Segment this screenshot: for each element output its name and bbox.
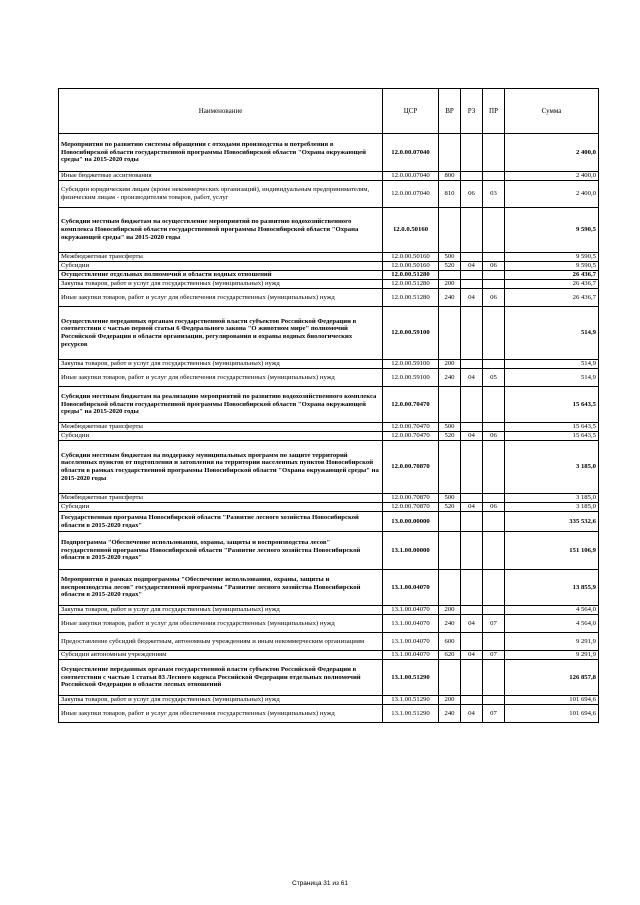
header-vr: ВР — [439, 89, 461, 134]
cell-sum: 9 291,9 — [505, 651, 599, 660]
table-row — [59, 369, 599, 387]
cell-sum: 13 855,9 — [505, 570, 599, 606]
cell-pr — [483, 532, 505, 570]
cell-rz — [461, 134, 483, 172]
cell-sum: 4 564,0 — [505, 606, 599, 615]
table-row — [59, 280, 599, 289]
cell-pr: 06 — [483, 432, 505, 441]
cell-vr: 500 — [439, 253, 461, 262]
cell-csr: 13.1.00.51290 — [383, 696, 439, 705]
cell-csr: 13.1.00.04070 — [383, 633, 439, 651]
cell-csr: 12.0.00.50160 — [383, 253, 439, 262]
cell-csr: 12.0.00.70470 — [383, 423, 439, 432]
cell-rz: 04 — [461, 503, 483, 512]
table-header-row — [59, 89, 599, 134]
cell-sum: 9 590,5 — [505, 262, 599, 271]
cell-pr: 07 — [483, 615, 505, 633]
cell-csr: 12.0.00.50160 — [383, 262, 439, 271]
cell-name: Иные закупки товаров, работ и услуг для обеспечения государственных (муниципальных) нужд — [59, 369, 383, 387]
cell-name: Государственная программа Новосибирской области "Развитие лесного хозяйства Новосибирской области в 2015-2020 годах" — [59, 512, 383, 532]
header-sum: Сумма — [505, 89, 599, 134]
cell-csr: 12.0.00.70870 — [383, 441, 439, 494]
table-row — [59, 432, 599, 441]
cell-pr — [483, 633, 505, 651]
cell-rz — [461, 441, 483, 494]
cell-csr: 13.1.00.00000 — [383, 532, 439, 570]
cell-sum: 26 436,7 — [505, 271, 599, 280]
cell-vr: 620 — [439, 651, 461, 660]
table-row — [59, 606, 599, 615]
table-row — [59, 503, 599, 512]
table-row — [59, 423, 599, 432]
cell-rz: 04 — [461, 289, 483, 307]
cell-pr: 06 — [483, 289, 505, 307]
cell-rz — [461, 633, 483, 651]
cell-pr — [483, 172, 505, 181]
cell-name: Субсидии — [59, 503, 383, 512]
cell-name: Субсидии местным бюджетам на осуществление мероприятий по развитию водохозяйственного комплекса Новосибирской области государственной программы Новосибирской области "Охрана окружающей среды" на 2015-2020 годы — [59, 208, 383, 253]
cell-rz — [461, 532, 483, 570]
cell-pr: 06 — [483, 503, 505, 512]
header-csr: ЦСР — [383, 89, 439, 134]
cell-vr — [439, 387, 461, 423]
cell-name: Закупка товаров, работ и услуг для государственных (муниципальных) нужд — [59, 696, 383, 705]
cell-pr — [483, 134, 505, 172]
cell-pr — [483, 253, 505, 262]
cell-name: Межбюджетные трансферты — [59, 494, 383, 503]
cell-vr: 240 — [439, 615, 461, 633]
cell-rz — [461, 360, 483, 369]
cell-sum: 15 643,5 — [505, 387, 599, 423]
table-row — [59, 253, 599, 262]
cell-name: Иные закупки товаров, работ и услуг для обеспечения государственных (муниципальных) нужд — [59, 615, 383, 633]
cell-sum: 3 185,0 — [505, 494, 599, 503]
cell-vr: 800 — [439, 172, 461, 181]
cell-csr: 12.0.00.51280 — [383, 289, 439, 307]
cell-vr — [439, 134, 461, 172]
header-pr: ПР — [483, 89, 505, 134]
cell-csr: 13.1.00.04070 — [383, 615, 439, 633]
table-row — [59, 208, 599, 253]
cell-csr: 12.0.0.50160 — [383, 208, 439, 253]
table-row — [59, 705, 599, 723]
cell-name: Мероприятия в рамках подпрограммы "Обеспечение использования, охраны, защиты и воспроизводства лесов" государственной программы "Развитие лесного хозяйства Новосибирской области в 2015-2020 годах" — [59, 570, 383, 606]
table-row — [59, 651, 599, 660]
cell-name: Закупка товаров, работ и услуг для государственных (муниципальных) нужд — [59, 280, 383, 289]
cell-csr: 13.1.00.04070 — [383, 651, 439, 660]
cell-vr — [439, 208, 461, 253]
cell-pr: 07 — [483, 705, 505, 723]
cell-rz — [461, 660, 483, 696]
table-row — [59, 696, 599, 705]
cell-sum: 151 106,9 — [505, 532, 599, 570]
cell-vr: 240 — [439, 369, 461, 387]
cell-name: Мероприятия по развитию системы обращения с отходами производства и потребления в Новосибирской области государственной программы Новосибирской области "Охрана окружающей среды" на 2015-2020 годы — [59, 134, 383, 172]
cell-vr — [439, 660, 461, 696]
cell-sum: 15 643,5 — [505, 432, 599, 441]
cell-name: Закупка товаров, работ и услуг для государственных (муниципальных) нужд — [59, 606, 383, 615]
cell-csr: 12.0.00.59100 — [383, 307, 439, 360]
cell-pr: 05 — [483, 369, 505, 387]
cell-pr — [483, 570, 505, 606]
cell-rz — [461, 253, 483, 262]
cell-rz — [461, 307, 483, 360]
cell-vr: 520 — [439, 432, 461, 441]
cell-pr — [483, 441, 505, 494]
cell-rz — [461, 280, 483, 289]
cell-name: Субсидии местным бюджетам на поддержку муниципальных программ по защите территорий населенных пунктов от подтопления и затопления на территории населенных пунктов Новосибирской области в рамках государственной программы Новосибирской области "Охрана окружающей среды" на 2015-2020 годы — [59, 441, 383, 494]
cell-rz — [461, 172, 483, 181]
table-row — [59, 570, 599, 606]
cell-name: Осуществление отдельных полномочий в области водных отношений — [59, 271, 383, 280]
cell-name: Субсидии — [59, 432, 383, 441]
cell-pr — [483, 208, 505, 253]
cell-rz — [461, 423, 483, 432]
cell-rz — [461, 512, 483, 532]
cell-csr: 12.0.00.70470 — [383, 387, 439, 423]
table-row — [59, 387, 599, 423]
cell-csr: 12.0.00.51280 — [383, 280, 439, 289]
cell-rz: 04 — [461, 369, 483, 387]
table-row — [59, 134, 599, 172]
header-name: Наименование — [59, 89, 383, 134]
cell-sum: 126 857,8 — [505, 660, 599, 696]
table-row — [59, 172, 599, 181]
cell-csr: 12.0.00.51280 — [383, 271, 439, 280]
cell-vr — [439, 532, 461, 570]
cell-sum: 15 643,5 — [505, 423, 599, 432]
cell-sum: 9 590,5 — [505, 253, 599, 262]
cell-name: Субсидии местным бюджетам на реализацию мероприятий по развитию водохозяйственного комплекса Новосибирской области государственной программы Новосибирской области "Охрана окружающей среды" на 2015-2020 годы — [59, 387, 383, 423]
table-row — [59, 441, 599, 494]
cell-csr: 13.1.00.51290 — [383, 705, 439, 723]
cell-vr: 200 — [439, 606, 461, 615]
cell-sum: 26 436,7 — [505, 280, 599, 289]
cell-pr — [483, 696, 505, 705]
table-row — [59, 289, 599, 307]
cell-vr — [439, 271, 461, 280]
cell-sum: 514,9 — [505, 360, 599, 369]
cell-sum: 2 400,0 — [505, 134, 599, 172]
cell-name: Осуществление переданных органам государственной власти субъектов Российской Федерации в соответствии с частью первой статьи 6 Федерального закона "О животном мире" полномочий Российской Федерации в области организации, регулирования и охраны водных биологических ресурсов — [59, 307, 383, 360]
cell-rz — [461, 271, 483, 280]
cell-name: Осуществление переданных органам государственной власти субъектов Российской Федерации в соответствии с частью 1 статьи 83 Лесного кодекса Российской Федерации отдельных полномочий Российской Федерации в области лесных отношений — [59, 660, 383, 696]
cell-rz — [461, 570, 483, 606]
cell-vr: 200 — [439, 360, 461, 369]
cell-csr: 13.0.00.00000 — [383, 512, 439, 532]
cell-csr: 12.0.00.07040 — [383, 134, 439, 172]
table-row — [59, 181, 599, 208]
table-row — [59, 307, 599, 360]
cell-vr: 240 — [439, 705, 461, 723]
cell-vr — [439, 512, 461, 532]
cell-sum: 3 185,0 — [505, 441, 599, 494]
table-row — [59, 262, 599, 271]
cell-rz — [461, 208, 483, 253]
table-row — [59, 532, 599, 570]
cell-sum: 2 400,0 — [505, 172, 599, 181]
cell-sum: 2 400,0 — [505, 181, 599, 208]
cell-vr: 200 — [439, 280, 461, 289]
cell-pr — [483, 360, 505, 369]
cell-name: Иные закупки товаров, работ и услуг для обеспечения государственных (муниципальных) нужд — [59, 705, 383, 723]
cell-name: Межбюджетные трансферты — [59, 423, 383, 432]
cell-sum: 3 185,0 — [505, 503, 599, 512]
cell-name: Иные закупки товаров, работ и услуг для обеспечения государственных (муниципальных) нужд — [59, 289, 383, 307]
cell-name: Предоставление субсидий бюджетным, автономным учреждениям и иным некоммерческим организациям — [59, 633, 383, 651]
cell-csr: 12.0.00.59100 — [383, 360, 439, 369]
cell-pr — [483, 660, 505, 696]
table-row — [59, 633, 599, 651]
cell-pr — [483, 512, 505, 532]
cell-vr: 500 — [439, 494, 461, 503]
cell-vr — [439, 441, 461, 494]
header-rz: РЗ — [461, 89, 483, 134]
cell-sum: 26 436,7 — [505, 289, 599, 307]
cell-pr — [483, 387, 505, 423]
table-row — [59, 360, 599, 369]
cell-vr: 520 — [439, 262, 461, 271]
cell-pr: 07 — [483, 651, 505, 660]
cell-sum: 101 694,6 — [505, 696, 599, 705]
cell-rz: 04 — [461, 705, 483, 723]
cell-rz: 04 — [461, 432, 483, 441]
cell-name: Подпрограмма "Обеспечение использования, охраны, защиты и воспроизводства лесов" государственной программы Новосибирской области "Развитие лесного хозяйства Новосибирской области в 2015-2020 годах" — [59, 532, 383, 570]
cell-csr: 12.0.00.07040 — [383, 172, 439, 181]
cell-vr: 810 — [439, 181, 461, 208]
table-body — [59, 134, 599, 723]
cell-csr: 12.0.00.70470 — [383, 432, 439, 441]
cell-sum: 514,9 — [505, 307, 599, 360]
cell-rz: 04 — [461, 262, 483, 271]
cell-csr: 12.0.00.70870 — [383, 503, 439, 512]
cell-pr: 06 — [483, 262, 505, 271]
cell-rz — [461, 494, 483, 503]
cell-csr: 12.0.00.07040 — [383, 181, 439, 208]
cell-rz: 06 — [461, 181, 483, 208]
cell-rz — [461, 387, 483, 423]
table-row — [59, 271, 599, 280]
table-row — [59, 615, 599, 633]
cell-pr — [483, 307, 505, 360]
cell-vr: 500 — [439, 423, 461, 432]
cell-name: Субсидии автономным учреждениям — [59, 651, 383, 660]
cell-name: Межбюджетные трансферты — [59, 253, 383, 262]
cell-pr — [483, 423, 505, 432]
cell-csr: 13.1.00.04070 — [383, 570, 439, 606]
cell-vr: 520 — [439, 503, 461, 512]
cell-pr: 03 — [483, 181, 505, 208]
cell-sum: 4 564,0 — [505, 615, 599, 633]
cell-csr: 12.0.00.59100 — [383, 369, 439, 387]
table-row — [59, 660, 599, 696]
cell-rz: 04 — [461, 615, 483, 633]
cell-vr — [439, 307, 461, 360]
cell-name: Иные бюджетные ассигнования — [59, 172, 383, 181]
budget-table — [58, 88, 599, 723]
cell-vr: 600 — [439, 633, 461, 651]
cell-vr: 200 — [439, 696, 461, 705]
cell-name: Закупка товаров, работ и услуг для государственных (муниципальных) нужд — [59, 360, 383, 369]
cell-pr — [483, 280, 505, 289]
cell-csr: 13.1.00.51290 — [383, 660, 439, 696]
cell-pr — [483, 494, 505, 503]
cell-sum: 9 590,5 — [505, 208, 599, 253]
cell-vr — [439, 570, 461, 606]
cell-name: Субсидии — [59, 262, 383, 271]
cell-sum: 335 532,6 — [505, 512, 599, 532]
cell-sum: 514,9 — [505, 369, 599, 387]
cell-pr — [483, 271, 505, 280]
page-footer: Страница 31 из 61 — [292, 880, 348, 887]
cell-rz: 04 — [461, 651, 483, 660]
table-row — [59, 494, 599, 503]
cell-vr: 240 — [439, 289, 461, 307]
cell-name: Субсидии юридическим лицам (кроме некоммерческих организаций), индивидуальным предпринимателям, физическим лицам - производителям товаров, работ, услуг — [59, 181, 383, 208]
cell-pr — [483, 606, 505, 615]
cell-rz — [461, 606, 483, 615]
cell-csr: 13.1.00.04070 — [383, 606, 439, 615]
cell-sum: 101 694,6 — [505, 705, 599, 723]
table-row — [59, 512, 599, 532]
cell-csr: 12.0.00.70870 — [383, 494, 439, 503]
cell-sum: 9 291,9 — [505, 633, 599, 651]
cell-rz — [461, 696, 483, 705]
